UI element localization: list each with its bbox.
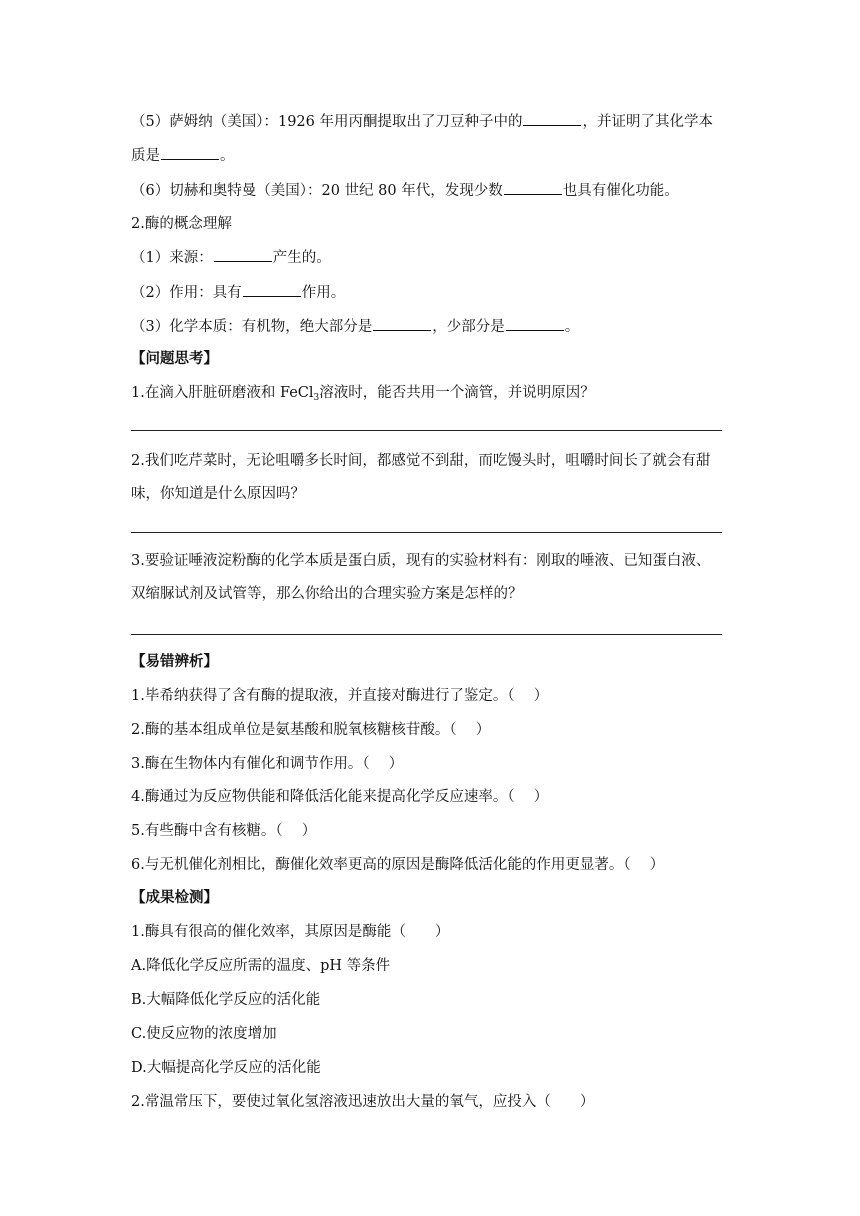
concept-function-text: （2）作用：具有 — [131, 285, 242, 301]
thinking-question-3: 3.要验证唾液淀粉酶的化学本质是蛋白质，现有的实验材料有：刚取的唾液、已知蛋白液、 — [131, 553, 711, 569]
error-item: 4.酶通过为反应物供能和降低活化能来提高化学反应速率。（ ） — [131, 789, 549, 805]
thinking-question-1-text: 溶液时，能否共用一个滴管，并说明原因？ — [319, 385, 595, 401]
section-heading-test: 【成果检测】 — [131, 890, 218, 906]
thinking-question-1-text: 1.在滴入肝脏研磨液和 FeCl — [131, 385, 314, 401]
answer-blank[interactable] — [373, 316, 431, 331]
test-question-1: 1.酶具有很高的催化效率，其原因是酶能（ ） — [131, 924, 450, 940]
answer-blank[interactable] — [161, 145, 219, 160]
error-item: 1.毕希纳获得了含有酶的提取液，并直接对酶进行了鉴定。（ ） — [131, 688, 549, 704]
concept-nature-text: 。 — [564, 319, 580, 335]
subscript: 3 — [313, 393, 320, 403]
history-item-6-text: 也具有催化功能。 — [562, 183, 679, 199]
history-item-5-text: 。 — [220, 148, 235, 164]
concept-nature-text: ，少部分是 — [432, 319, 505, 335]
concept-function-text: 作用。 — [301, 285, 346, 301]
concept-source-text: 产生的。 — [272, 250, 331, 266]
concept-source-text: （1）来源： — [131, 250, 213, 266]
error-item: 5.有些酶中含有核糖。（ ） — [131, 823, 317, 839]
answer-blank[interactable] — [214, 247, 272, 262]
history-item-5-cont — [131, 145, 235, 166]
test-option-a: A.降低化学反应所需的温度、pH 等条件 — [131, 958, 391, 974]
test-question-2: 2.常温常压下，要使过氧化氢溶液迅速放出大量的氧气，应投入（ ） — [131, 1094, 595, 1110]
answer-blank[interactable] — [523, 111, 581, 126]
concept-title: 2.酶的概念理解 — [131, 216, 232, 232]
answer-line[interactable] — [131, 430, 722, 431]
history-item-5-text: 质是 — [131, 148, 160, 164]
concept-nature-text: （3）化学本质：有机物，绝大部分是 — [131, 319, 373, 335]
history-item-5-text: ，并证明了其化学本 — [582, 114, 713, 130]
history-item-5-text: （5）萨姆纳（美国）：1926 年用丙酮提取出了刀豆种子中的 — [131, 114, 523, 130]
thinking-question-2-cont: 味，你知道是什么原因吗？ — [131, 486, 305, 502]
error-item: 3.酶在生物体内有催化和调节作用。（ ） — [131, 756, 404, 772]
test-option-c: C.使反应物的浓度增加 — [131, 1026, 277, 1042]
error-item: 6.与无机催化剂相比，酶催化效率更高的原因是酶降低活化能的作用更显著。（ ） — [131, 857, 665, 873]
history-item-6-text: （6）切赫和奥特曼（美国）：20 世纪 80 年代，发现少数 — [131, 183, 503, 199]
answer-line[interactable] — [131, 634, 722, 635]
error-item: 2.酶的基本组成单位是氨基酸和脱氧核糖核苷酸。（ ） — [131, 722, 491, 738]
section-heading-thinking: 【问题思考】 — [131, 351, 218, 367]
history-item-6 — [131, 180, 679, 201]
test-option-b: B.大幅降低化学反应的活化能 — [131, 992, 321, 1008]
answer-blank[interactable] — [243, 282, 301, 297]
answer-line[interactable] — [131, 532, 722, 533]
answer-blank[interactable] — [506, 316, 564, 331]
thinking-question-2: 2.我们吃芹菜时，无论咀嚼多长时间，都感觉不到甜，而吃馒头时，咀嚼时间长了就会有甜 — [131, 453, 711, 469]
concept-source — [131, 247, 331, 268]
thinking-question-3-cont: 双缩脲试剂及试管等，那么你给出的合理实验方案是怎样的？ — [131, 586, 523, 602]
test-option-d: D.大幅提高化学反应的活化能 — [131, 1060, 321, 1076]
concept-function — [131, 282, 345, 303]
answer-blank[interactable] — [504, 180, 562, 195]
concept-nature — [131, 316, 579, 337]
history-item-5 — [131, 111, 713, 132]
section-heading-errors: 【易错辨析】 — [131, 654, 218, 670]
thinking-question-1 — [131, 383, 595, 403]
